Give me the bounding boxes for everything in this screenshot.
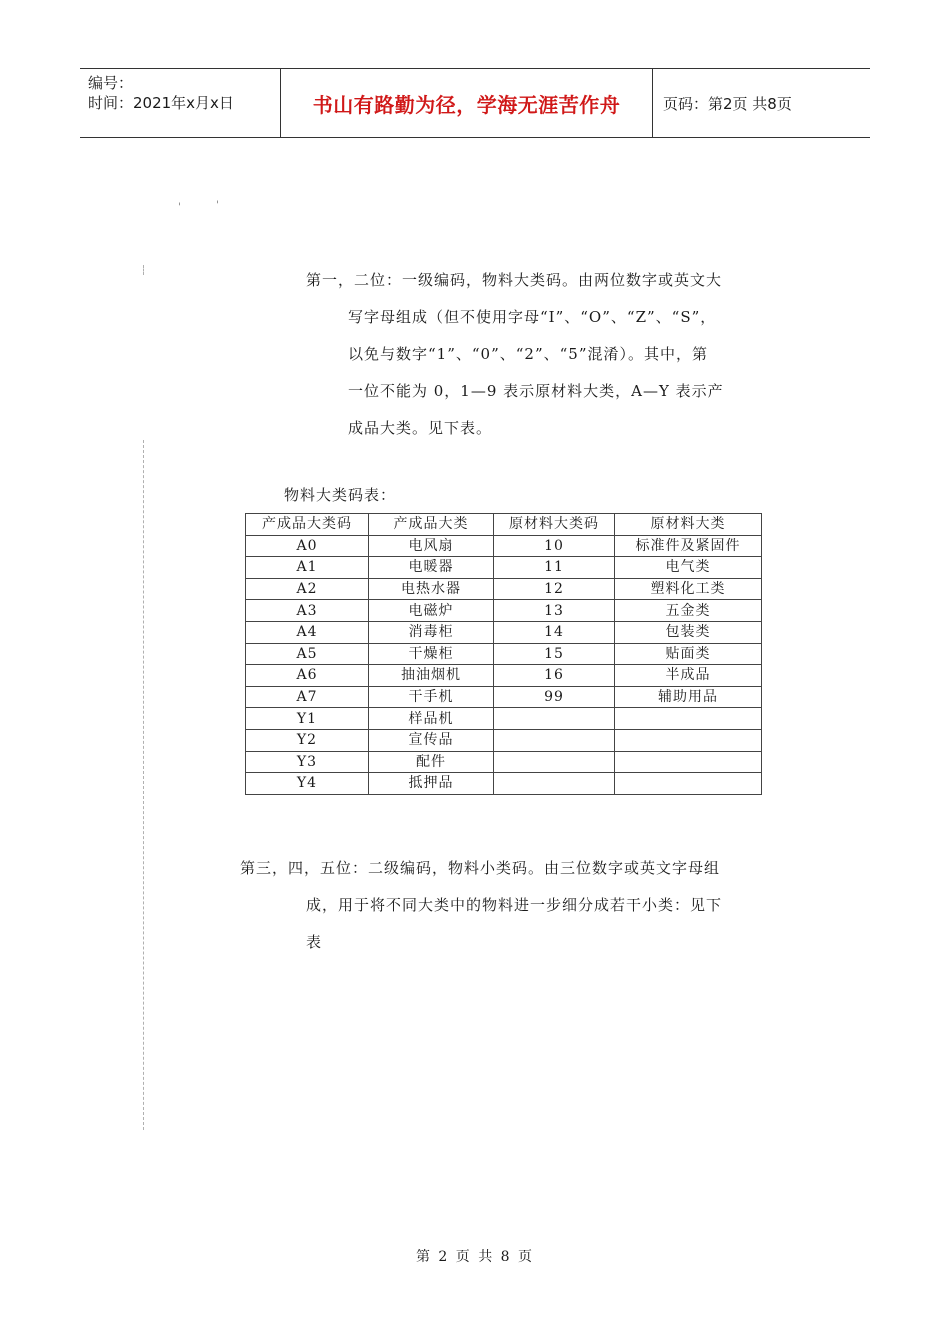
table-row [246,600,762,622]
header-meta [80,69,281,137]
table-row [246,686,762,708]
table-cell [615,751,762,773]
table-cell: 配件 [369,751,494,773]
paragraph-line: 成品大类。见下表。 [348,419,493,437]
column-header: 原材料大类 [615,514,762,536]
paragraph-line: 以免与数字“1”、“0”、“2”、“5”混淆）。其中，第 [348,345,709,363]
time-label: 时间：2021年x月x日 [88,94,234,112]
table-cell: A0 [246,535,369,557]
table-cell [615,773,762,795]
table-cell: 塑料化工类 [615,578,762,600]
table-row [246,535,762,557]
table-cell: 包装类 [615,621,762,643]
table-cell: 11 [494,557,615,579]
paragraph-line: 成，用于将不同大类中的物料进一步细分成若干小类：见下 [306,896,723,914]
table-cell: 干手机 [369,686,494,708]
table-cell: 标准件及紧固件 [615,535,762,557]
table-cell: 电风扇 [369,535,494,557]
table-cell: 消毒柜 [369,621,494,643]
table-cell: A5 [246,643,369,665]
table-cell: 电暖器 [369,557,494,579]
table-cell [615,729,762,751]
table-cell: 99 [494,686,615,708]
table-cell [494,751,615,773]
paragraph-line: 第一，二位：一级编码，物料大类码。由两位数字或英文大 [306,271,723,289]
table-cell [494,773,615,795]
margin-line [143,265,144,275]
table-cell: 五金类 [615,600,762,622]
table-cell [615,708,762,730]
table-cell: A3 [246,600,369,622]
table-cell: 13 [494,600,615,622]
paragraph-line: 写字母组成（但不使用字母“I”、“O”、“Z”、“S”， [348,308,717,326]
table-row [246,621,762,643]
table-cell: 电气类 [615,557,762,579]
material-category-table [245,513,762,795]
table-cell: A1 [246,557,369,579]
table-row [246,643,762,665]
table-cell [494,708,615,730]
header-motto: 书山有路勤为径，学海无涯苦作舟 [281,69,653,137]
table-cell: Y3 [246,751,369,773]
table-cell: A2 [246,578,369,600]
scan-mark: ' [216,200,219,211]
paragraph-line: 一位不能为 0，1—9 表示原材料大类，A—Y 表示产 [348,382,724,400]
table-cell: 16 [494,665,615,687]
table-cell: 样品机 [369,708,494,730]
margin-line [143,440,144,1130]
table-row [246,665,762,687]
table-cell: 半成品 [615,665,762,687]
section-1-paragraph [306,262,724,447]
table-cell: A4 [246,621,369,643]
table-row [246,773,762,795]
table-cell: A7 [246,686,369,708]
column-header: 原材料大类码 [494,514,615,536]
number-label: 编号： [88,74,134,92]
table-cell: 辅助用品 [615,686,762,708]
page-header [80,68,870,138]
column-header: 产成品大类 [369,514,494,536]
table-header-row [246,514,762,536]
table-cell: 电磁炉 [369,600,494,622]
section-2-paragraph [240,850,722,961]
table-cell: Y1 [246,708,369,730]
table-cell: 15 [494,643,615,665]
table-row [246,708,762,730]
table-cell: Y2 [246,729,369,751]
table-caption: 物料大类码表： [284,486,397,504]
table-row [246,557,762,579]
paragraph-line: 表 [306,933,323,951]
page-footer: 第 2 页 共 8 页 [415,1249,535,1265]
table-cell: 抽油烟机 [369,665,494,687]
table-cell: 电热水器 [369,578,494,600]
table-row [246,729,762,751]
table-cell [494,729,615,751]
scan-mark: ' [178,202,181,213]
table-cell: Y4 [246,773,369,795]
table-cell: 宣传品 [369,729,494,751]
table-row [246,751,762,773]
table-cell: 10 [494,535,615,557]
table-cell: 抵押品 [369,773,494,795]
table-cell: 贴面类 [615,643,762,665]
table-cell: A6 [246,665,369,687]
table-cell: 干燥柜 [369,643,494,665]
paragraph-line: 第三，四，五位：二级编码，物料小类码。由三位数字或英文字母组 [240,859,721,877]
table-row [246,578,762,600]
table-cell: 14 [494,621,615,643]
column-header: 产成品大类码 [246,514,369,536]
table-cell: 12 [494,578,615,600]
header-page-label: 页码：第2页 共8页 [663,94,792,113]
